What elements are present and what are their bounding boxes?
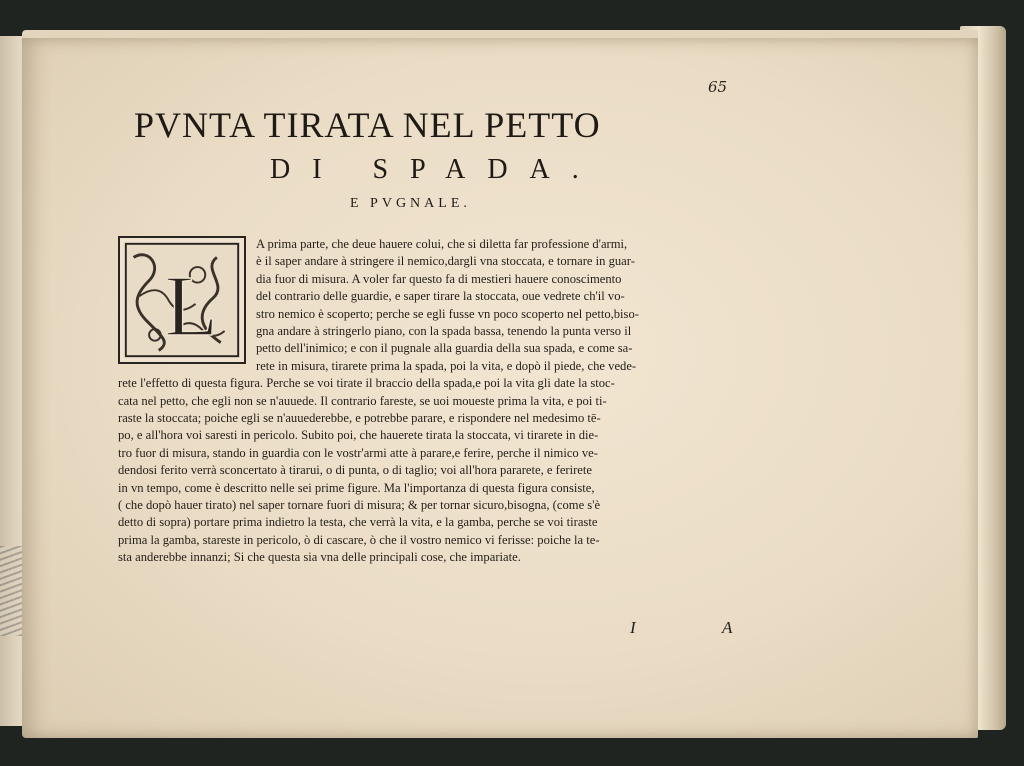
ornamental-initial-icon (120, 238, 244, 362)
body-line: ( che dopò hauer tirato) nel saper tornare fuori di misura; & per tornar sicuro,bisogna, (come s'è (118, 498, 601, 512)
catchword: A (722, 618, 733, 637)
chapter-subtitle-2: E PVGNALE. (350, 196, 471, 211)
body-line: raste la stoccata; poiche egli se n'auuederebbe, e potrebbe parare, e rispondere nel medesimo tē- (118, 411, 601, 425)
body-line: petto dell'inimico; e con il pugnale alla guardia della sua spada, e come sa- (256, 341, 633, 356)
body-line: in vn tempo, come è descritto nelle sei prime figure. Ma l'importanza di questa figura consiste, (118, 480, 595, 495)
body-line: dendosi ferito verrà sconcertato à tirarui, o di punta, o di taglio; voi all'hora pararete, e ferirete (118, 463, 592, 478)
signature-mark: I (630, 618, 636, 637)
left-page-illustration-fragment (0, 546, 22, 636)
body-line: prima la gamba, stareste in pericolo, ò di cascare, ò che il vostro nemico vi ferisse: poiche la te- (118, 532, 600, 547)
initial-letter: L (164, 256, 218, 354)
body-line: sta anderebbe innanzi; Si che questa sia vna delle principali cose, che impariate. (118, 550, 521, 565)
page-number: 65 (708, 78, 728, 96)
chapter-title: PVNTA TIRATA NEL PETTO (134, 105, 601, 145)
decorated-initial (118, 236, 246, 364)
chapter-subtitle: DI SPADA. (270, 154, 601, 185)
body-line: dia fuor di misura. A voler far questo fa di mestieri hauere conoscimento (256, 271, 622, 286)
body-line: cata nel petto, che egli non se n'auuede. Il contrario fareste, se uoi moueste prima la vita, e poi ti- (118, 393, 607, 408)
body-line: tro fuor di misura, stando in guardia con le vostr'armi atte à parare,e ferire, perche il nimico ve- (118, 445, 598, 460)
body-line: detto di sopra) portare prima indietro la testa, che verrà la vita, e la gamba, perche se voi tiraste (118, 515, 598, 530)
body-line: po, e all'hora voi saresti in pericolo. Subito poi, che hauerete tirata la stoccata, vi tirarete in die- (118, 428, 599, 443)
body-line: A prima parte, che deue hauere colui, che si diletta far professione d'armi, (256, 237, 628, 251)
body-line: rete in misura, tirarete prima la spada, poi la vita, e dopò il piede, che vede- (256, 358, 637, 373)
body-line: è il saper andare à stringere il nemico,dargli vna stoccata, e tornare in guar- (256, 254, 635, 269)
body-line: gna andare à stringerlo piano, con la spada bassa, tenendo la punta verso il (256, 324, 632, 338)
body-line: rete l'effetto di questa figura. Perche se voi tirate il braccio della spada,e poi la vita gli date la stoc- (118, 376, 615, 391)
body-line: stro nemico è scoperto; perche se egli fusse vn poco scoperto nel petto,biso- (256, 306, 639, 321)
body-line: del contrario delle guardie, e saper tirare la stoccata, oue vedrete ch'il vo- (256, 289, 625, 304)
